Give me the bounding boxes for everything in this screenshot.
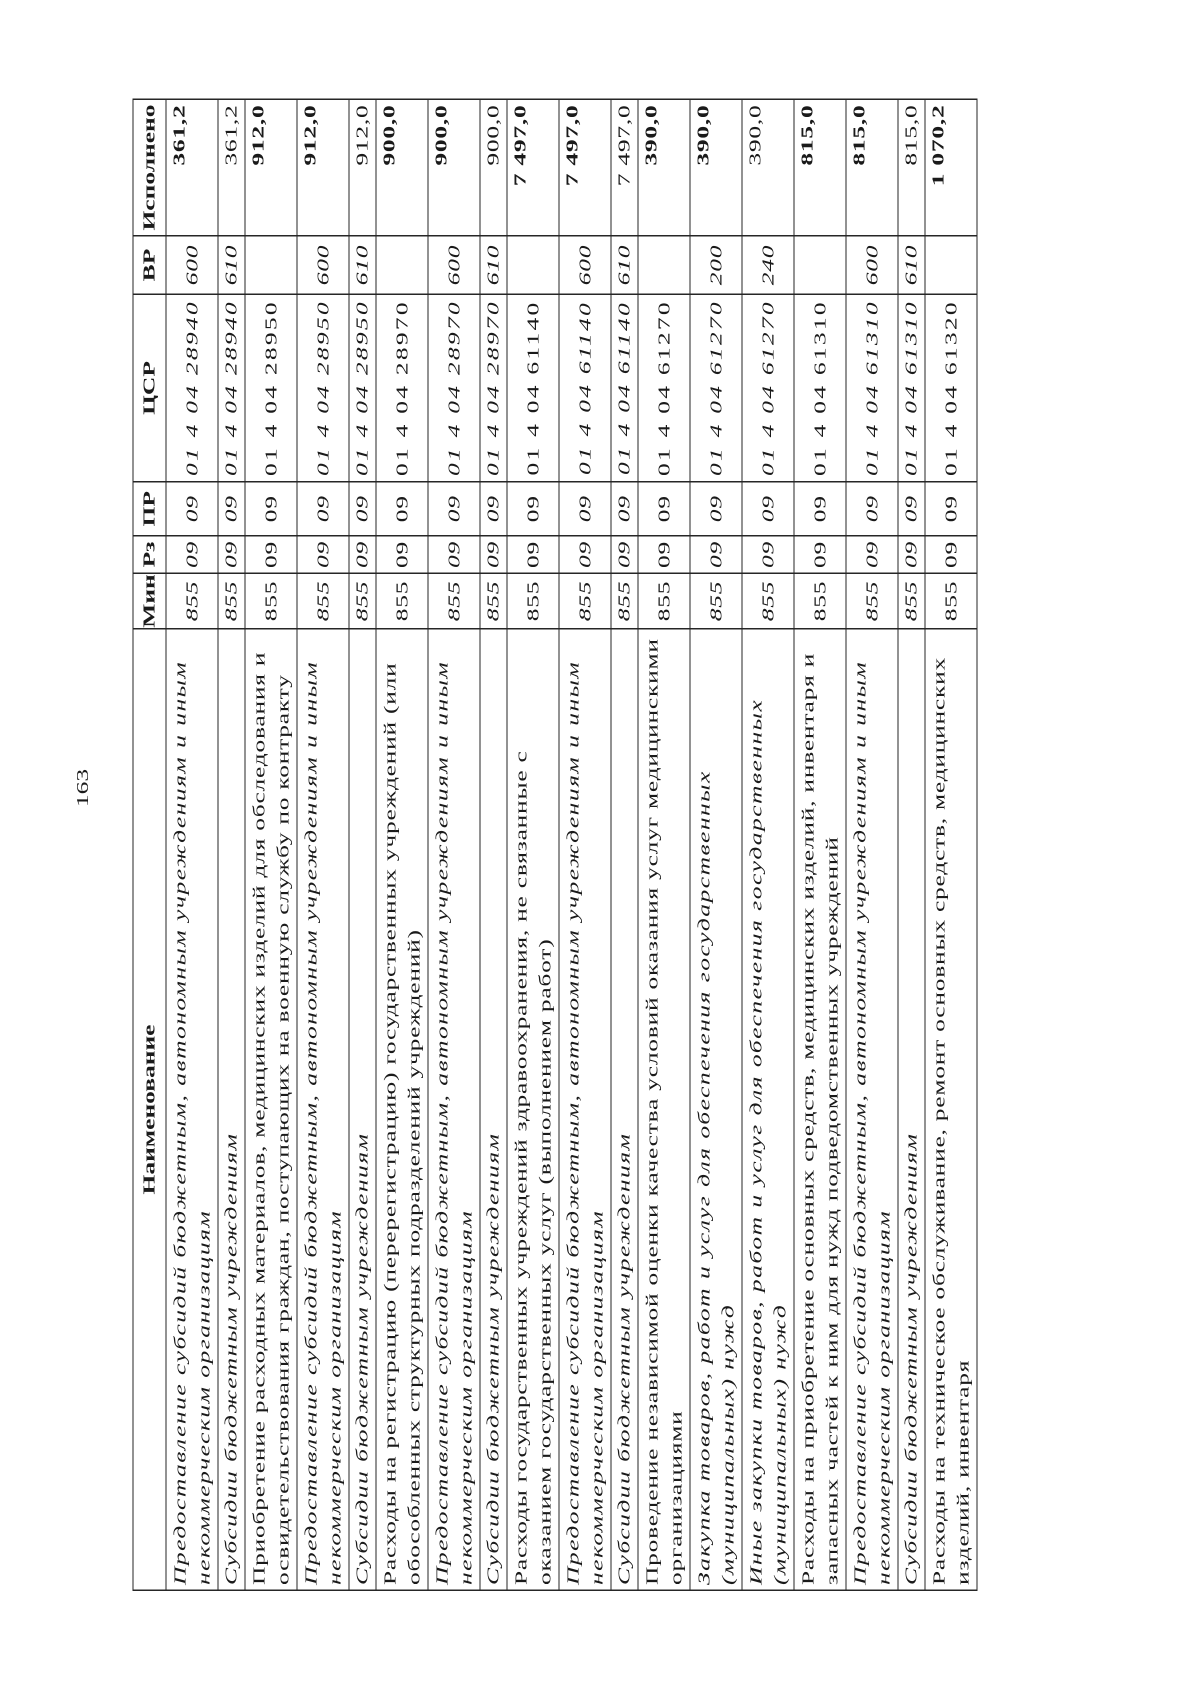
cell-vr [376, 236, 428, 295]
cell-rz: 09 [690, 536, 742, 574]
table-row [559, 99, 611, 1590]
cell-pr: 09 [245, 482, 297, 536]
cell-vr: 600 [166, 236, 218, 295]
cell-vr [245, 236, 297, 295]
table-row [898, 99, 925, 1590]
cell-name: Расходы государственных учреждений здравоохранения, не связанные с оказанием государственных услуг (выполнением работ) [507, 629, 559, 1591]
cell-executed: 912,0 [245, 99, 297, 236]
cell-executed: 7 497,0 [507, 99, 559, 236]
cell-name: Расходы на техническое обслуживание, ремонт основных средств, медицинских изделий, инвентаря [925, 629, 977, 1591]
cell-min: 855 [559, 573, 611, 629]
cell-min: 855 [480, 573, 507, 629]
cell-pr: 09 [559, 482, 611, 536]
table-row [846, 99, 898, 1590]
cell-min: 855 [166, 573, 218, 629]
cell-csr: 01 4 04 28940 [166, 294, 218, 482]
cell-csr: 01 4 04 28970 [428, 294, 480, 482]
cell-rz: 09 [507, 536, 559, 574]
table-row [297, 99, 349, 1590]
cell-name: Субсидии бюджетным учреждениям [480, 629, 507, 1591]
cell-name: Субсидии бюджетным учреждениям [218, 629, 245, 1591]
cell-pr: 09 [925, 482, 977, 536]
cell-pr: 09 [480, 482, 507, 536]
table-row [376, 99, 428, 1590]
cell-rz: 09 [611, 536, 638, 574]
cell-min: 855 [428, 573, 480, 629]
cell-executed: 390,0 [742, 99, 794, 236]
cell-csr: 01 4 04 61310 [846, 294, 898, 482]
cell-name: Проведение независимой оценки качества условий оказания услуг медицинскими организациями [638, 629, 690, 1591]
cell-vr [638, 236, 690, 295]
cell-csr: 01 4 04 61310 [794, 294, 846, 482]
cell-csr: 01 4 04 61140 [559, 294, 611, 482]
cell-executed: 7 497,0 [559, 99, 611, 236]
cell-pr: 09 [507, 482, 559, 536]
cell-vr: 610 [349, 236, 376, 295]
cell-rz: 09 [376, 536, 428, 574]
header-executed: Исполнено [133, 99, 166, 236]
header-csr: ЦСР [133, 294, 166, 482]
header-pr: ПР [133, 482, 166, 536]
cell-rz: 09 [898, 536, 925, 574]
cell-vr [794, 236, 846, 295]
cell-pr: 09 [376, 482, 428, 536]
rotated-page-content [132, 100, 977, 1591]
cell-csr: 01 4 04 28970 [376, 294, 428, 482]
cell-executed: 390,0 [638, 99, 690, 236]
cell-csr: 01 4 04 28940 [218, 294, 245, 482]
cell-rz: 09 [166, 536, 218, 574]
cell-rz: 09 [846, 536, 898, 574]
cell-name: Субсидии бюджетным учреждениям [611, 629, 638, 1591]
cell-csr: 01 4 04 28950 [349, 294, 376, 482]
table-row [690, 99, 742, 1590]
table-row [428, 99, 480, 1590]
cell-vr: 610 [898, 236, 925, 295]
cell-min: 855 [846, 573, 898, 629]
cell-min: 855 [507, 573, 559, 629]
cell-csr: 01 4 04 61140 [507, 294, 559, 482]
header-vr: ВР [133, 236, 166, 295]
cell-name: Расходы на приобретение основных средств, медицинских изделий, инвентаря и запасных частей к ним для нужд подведомственных учреждений [794, 629, 846, 1591]
table-row [742, 99, 794, 1590]
cell-executed: 815,0 [794, 99, 846, 236]
header-name: Наименование [133, 629, 166, 1591]
cell-min: 855 [297, 573, 349, 629]
page-number: 163 [73, 768, 92, 808]
cell-pr: 09 [690, 482, 742, 536]
table-row [794, 99, 846, 1590]
cell-name: Субсидии бюджетным учреждениям [349, 629, 376, 1591]
cell-min: 855 [794, 573, 846, 629]
cell-rz: 09 [245, 536, 297, 574]
cell-executed: 912,0 [297, 99, 349, 236]
cell-vr: 600 [846, 236, 898, 295]
cell-executed: 361,2 [166, 99, 218, 236]
cell-name: Приобретение расходных материалов, медицинских изделий для обследования и освидетельствования граждан, поступающих на военную службу по контракту [245, 629, 297, 1591]
cell-csr: 01 4 04 61310 [898, 294, 925, 482]
cell-min: 855 [349, 573, 376, 629]
cell-executed: 900,0 [480, 99, 507, 236]
cell-rz: 09 [559, 536, 611, 574]
cell-min: 855 [742, 573, 794, 629]
cell-min: 855 [638, 573, 690, 629]
cell-executed: 900,0 [428, 99, 480, 236]
cell-csr: 01 4 04 61270 [690, 294, 742, 482]
cell-pr: 09 [349, 482, 376, 536]
cell-csr: 01 4 04 28970 [480, 294, 507, 482]
table-row [245, 99, 297, 1590]
cell-rz: 09 [349, 536, 376, 574]
cell-csr: 01 4 04 61270 [742, 294, 794, 482]
cell-rz: 09 [742, 536, 794, 574]
table-header-row [133, 99, 166, 1590]
cell-pr: 09 [742, 482, 794, 536]
cell-csr: 01 4 04 61270 [638, 294, 690, 482]
cell-csr: 01 4 04 28950 [297, 294, 349, 482]
cell-pr: 09 [898, 482, 925, 536]
cell-executed: 1 070,2 [925, 99, 977, 236]
cell-executed: 900,0 [376, 99, 428, 236]
table-row [166, 99, 218, 1590]
cell-name: Предоставление субсидий бюджетным, автономным учреждениям и иным некоммерческим организациям [428, 629, 480, 1591]
cell-min: 855 [690, 573, 742, 629]
cell-executed: 390,0 [690, 99, 742, 236]
cell-executed: 912,0 [349, 99, 376, 236]
cell-name: Предоставление субсидий бюджетным, автономным учреждениям и иным некоммерческим организациям [559, 629, 611, 1591]
cell-min: 855 [376, 573, 428, 629]
cell-min: 855 [218, 573, 245, 629]
cell-vr: 610 [480, 236, 507, 295]
cell-vr [925, 236, 977, 295]
table-row [218, 99, 245, 1590]
table-row [349, 99, 376, 1590]
cell-pr: 09 [297, 482, 349, 536]
cell-name: Предоставление субсидий бюджетным, автономным учреждениям и иным некоммерческим организациям [297, 629, 349, 1591]
cell-executed: 7 497,0 [611, 99, 638, 236]
cell-rz: 09 [297, 536, 349, 574]
cell-vr: 600 [559, 236, 611, 295]
cell-name: Закупка товаров, работ и услуг для обеспечения государственных (муниципальных) нужд [690, 629, 742, 1591]
cell-pr: 09 [428, 482, 480, 536]
cell-name: Иные закупки товаров, работ и услуг для обеспечения государственных (муниципальных) нужд [742, 629, 794, 1591]
cell-rz: 09 [480, 536, 507, 574]
cell-min: 855 [611, 573, 638, 629]
table-row [507, 99, 559, 1590]
table-row [480, 99, 507, 1590]
cell-csr: 01 4 04 61140 [611, 294, 638, 482]
cell-csr: 01 4 04 28950 [245, 294, 297, 482]
cell-pr: 09 [846, 482, 898, 536]
cell-vr: 600 [428, 236, 480, 295]
cell-name: Субсидии бюджетным учреждениям [898, 629, 925, 1591]
cell-rz: 09 [218, 536, 245, 574]
cell-pr: 09 [218, 482, 245, 536]
table-row [925, 99, 977, 1590]
cell-rz: 09 [925, 536, 977, 574]
header-min: Мин [133, 573, 166, 629]
cell-min: 855 [925, 573, 977, 629]
cell-min: 855 [245, 573, 297, 629]
cell-vr: 600 [297, 236, 349, 295]
cell-executed: 361,2 [218, 99, 245, 236]
cell-name: Расходы на регистрацию (перерегистрацию) государственных учреждений (или обособленных структурных подразделений учреждений) [376, 629, 428, 1591]
budget-table [132, 99, 977, 1592]
table-row [611, 99, 638, 1590]
cell-vr [507, 236, 559, 295]
cell-vr: 610 [218, 236, 245, 295]
cell-min: 855 [898, 573, 925, 629]
cell-rz: 09 [794, 536, 846, 574]
cell-executed: 815,0 [898, 99, 925, 236]
cell-pr: 09 [611, 482, 638, 536]
table-row [638, 99, 690, 1590]
cell-rz: 09 [638, 536, 690, 574]
cell-pr: 09 [794, 482, 846, 536]
cell-vr: 610 [611, 236, 638, 295]
cell-pr: 09 [638, 482, 690, 536]
cell-name: Предоставление субсидий бюджетным, автономным учреждениям и иным некоммерческим организациям [846, 629, 898, 1591]
cell-vr: 200 [690, 236, 742, 295]
cell-executed: 815,0 [846, 99, 898, 236]
cell-pr: 09 [166, 482, 218, 536]
header-rz: Рз [133, 536, 166, 574]
cell-vr: 240 [742, 236, 794, 295]
cell-rz: 09 [428, 536, 480, 574]
cell-csr: 01 4 04 61320 [925, 294, 977, 482]
cell-name: Предоставление субсидий бюджетным, автономным учреждениям и иным некоммерческим организациям [166, 629, 218, 1591]
